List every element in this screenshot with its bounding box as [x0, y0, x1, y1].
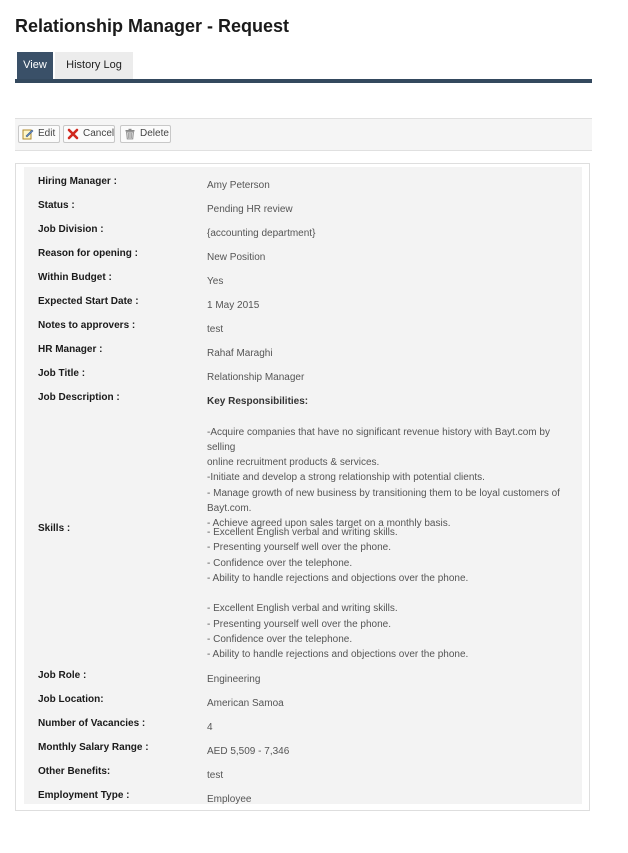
field-label: Notes to approvers : — [38, 320, 136, 331]
field-value: Engineering — [207, 674, 261, 685]
field-value: Relationship Manager — [207, 372, 305, 383]
edit-icon — [22, 128, 34, 140]
field-label: Job Description : — [38, 392, 120, 403]
field-value: AED 5,509 - 7,346 — [207, 746, 290, 757]
tab-underline — [15, 79, 592, 83]
toolbar — [15, 118, 592, 151]
trash-icon — [124, 128, 136, 140]
details-table — [24, 167, 582, 804]
field-label: Employment Type : — [38, 790, 130, 801]
field-label: Status : — [38, 200, 75, 211]
skills-line: - Confidence over the telephone. — [207, 634, 353, 646]
field-value — [207, 394, 579, 532]
job-description-line: -Initiate and develop a strong relationship with potential clients. — [207, 472, 485, 484]
tab-view[interactable]: View — [17, 52, 53, 79]
field-label: Number of Vacancies : — [38, 718, 146, 729]
cancel-button[interactable] — [63, 125, 115, 143]
field-label: Job Role : — [38, 670, 87, 681]
field-value: Yes — [207, 276, 224, 287]
field-label: Monthly Salary Range : — [38, 742, 149, 753]
field-value: New Position — [207, 252, 266, 263]
field-value: Pending HR review — [207, 204, 293, 215]
field-value: Employee — [207, 794, 252, 805]
field-value: Rahaf Maraghi — [207, 348, 273, 359]
field-value: 4 — [207, 722, 213, 733]
job-description-line: Bayt.com. — [207, 503, 252, 515]
field-label: Job Location: — [38, 694, 104, 705]
field-label: Other Benefits: — [38, 766, 111, 777]
field-label: Job Title : — [38, 368, 86, 379]
skills-line: - Presenting yourself well over the phone. — [207, 618, 391, 630]
field-label: Expected Start Date : — [38, 296, 139, 307]
edit-button[interactable] — [18, 125, 60, 143]
job-description-heading: Key Responsibilities: — [207, 396, 309, 407]
skills-line: - Confidence over the telephone. — [207, 557, 353, 569]
skills-line: - Ability to handle rejections and objections over the phone. — [207, 649, 469, 661]
field-label: HR Manager : — [38, 344, 103, 355]
field-value: {accounting department} — [207, 228, 316, 239]
field-value: test — [207, 770, 224, 781]
field-value: Amy Peterson — [207, 180, 270, 191]
field-label: Within Budget : — [38, 272, 112, 283]
job-description-line: -Acquire companies that have no significant revenue history with Bayt.com by selling — [207, 426, 550, 453]
tab-bar — [15, 52, 592, 82]
skills-line: - Presenting yourself well over the phone. — [207, 542, 391, 554]
job-description-line: - Manage growth of new business by transitioning them to be loyal customers of — [207, 487, 560, 499]
job-description-line: online recruitment products & services. — [207, 457, 380, 469]
field-value: test — [207, 324, 224, 335]
field-label: Skills : — [38, 523, 71, 534]
details-panel — [15, 163, 590, 811]
field-label: Reason for opening : — [38, 248, 138, 259]
close-icon — [67, 128, 79, 140]
cancel-label: Cancel — [83, 128, 115, 139]
edit-label: Edit — [38, 128, 56, 139]
field-value: American Samoa — [207, 698, 284, 709]
field-label: Job Division : — [38, 224, 104, 235]
tab-history-log[interactable]: History Log — [55, 52, 133, 79]
field-label: Hiring Manager : — [38, 176, 117, 187]
page-title: Relationship Manager - Request — [15, 16, 290, 36]
field-value — [207, 525, 579, 663]
skills-line: - Excellent English verbal and writing skills. — [207, 603, 398, 615]
field-value: 1 May 2015 — [207, 300, 260, 311]
skills-line: - Ability to handle rejections and objections over the phone. — [207, 572, 469, 584]
delete-button[interactable] — [120, 125, 171, 143]
job-description-line: - Achieve agreed upon sales target on a monthly basis. — [207, 518, 451, 530]
skills-line: - Excellent English verbal and writing skills. — [207, 527, 398, 538]
delete-label: Delete — [140, 128, 169, 139]
